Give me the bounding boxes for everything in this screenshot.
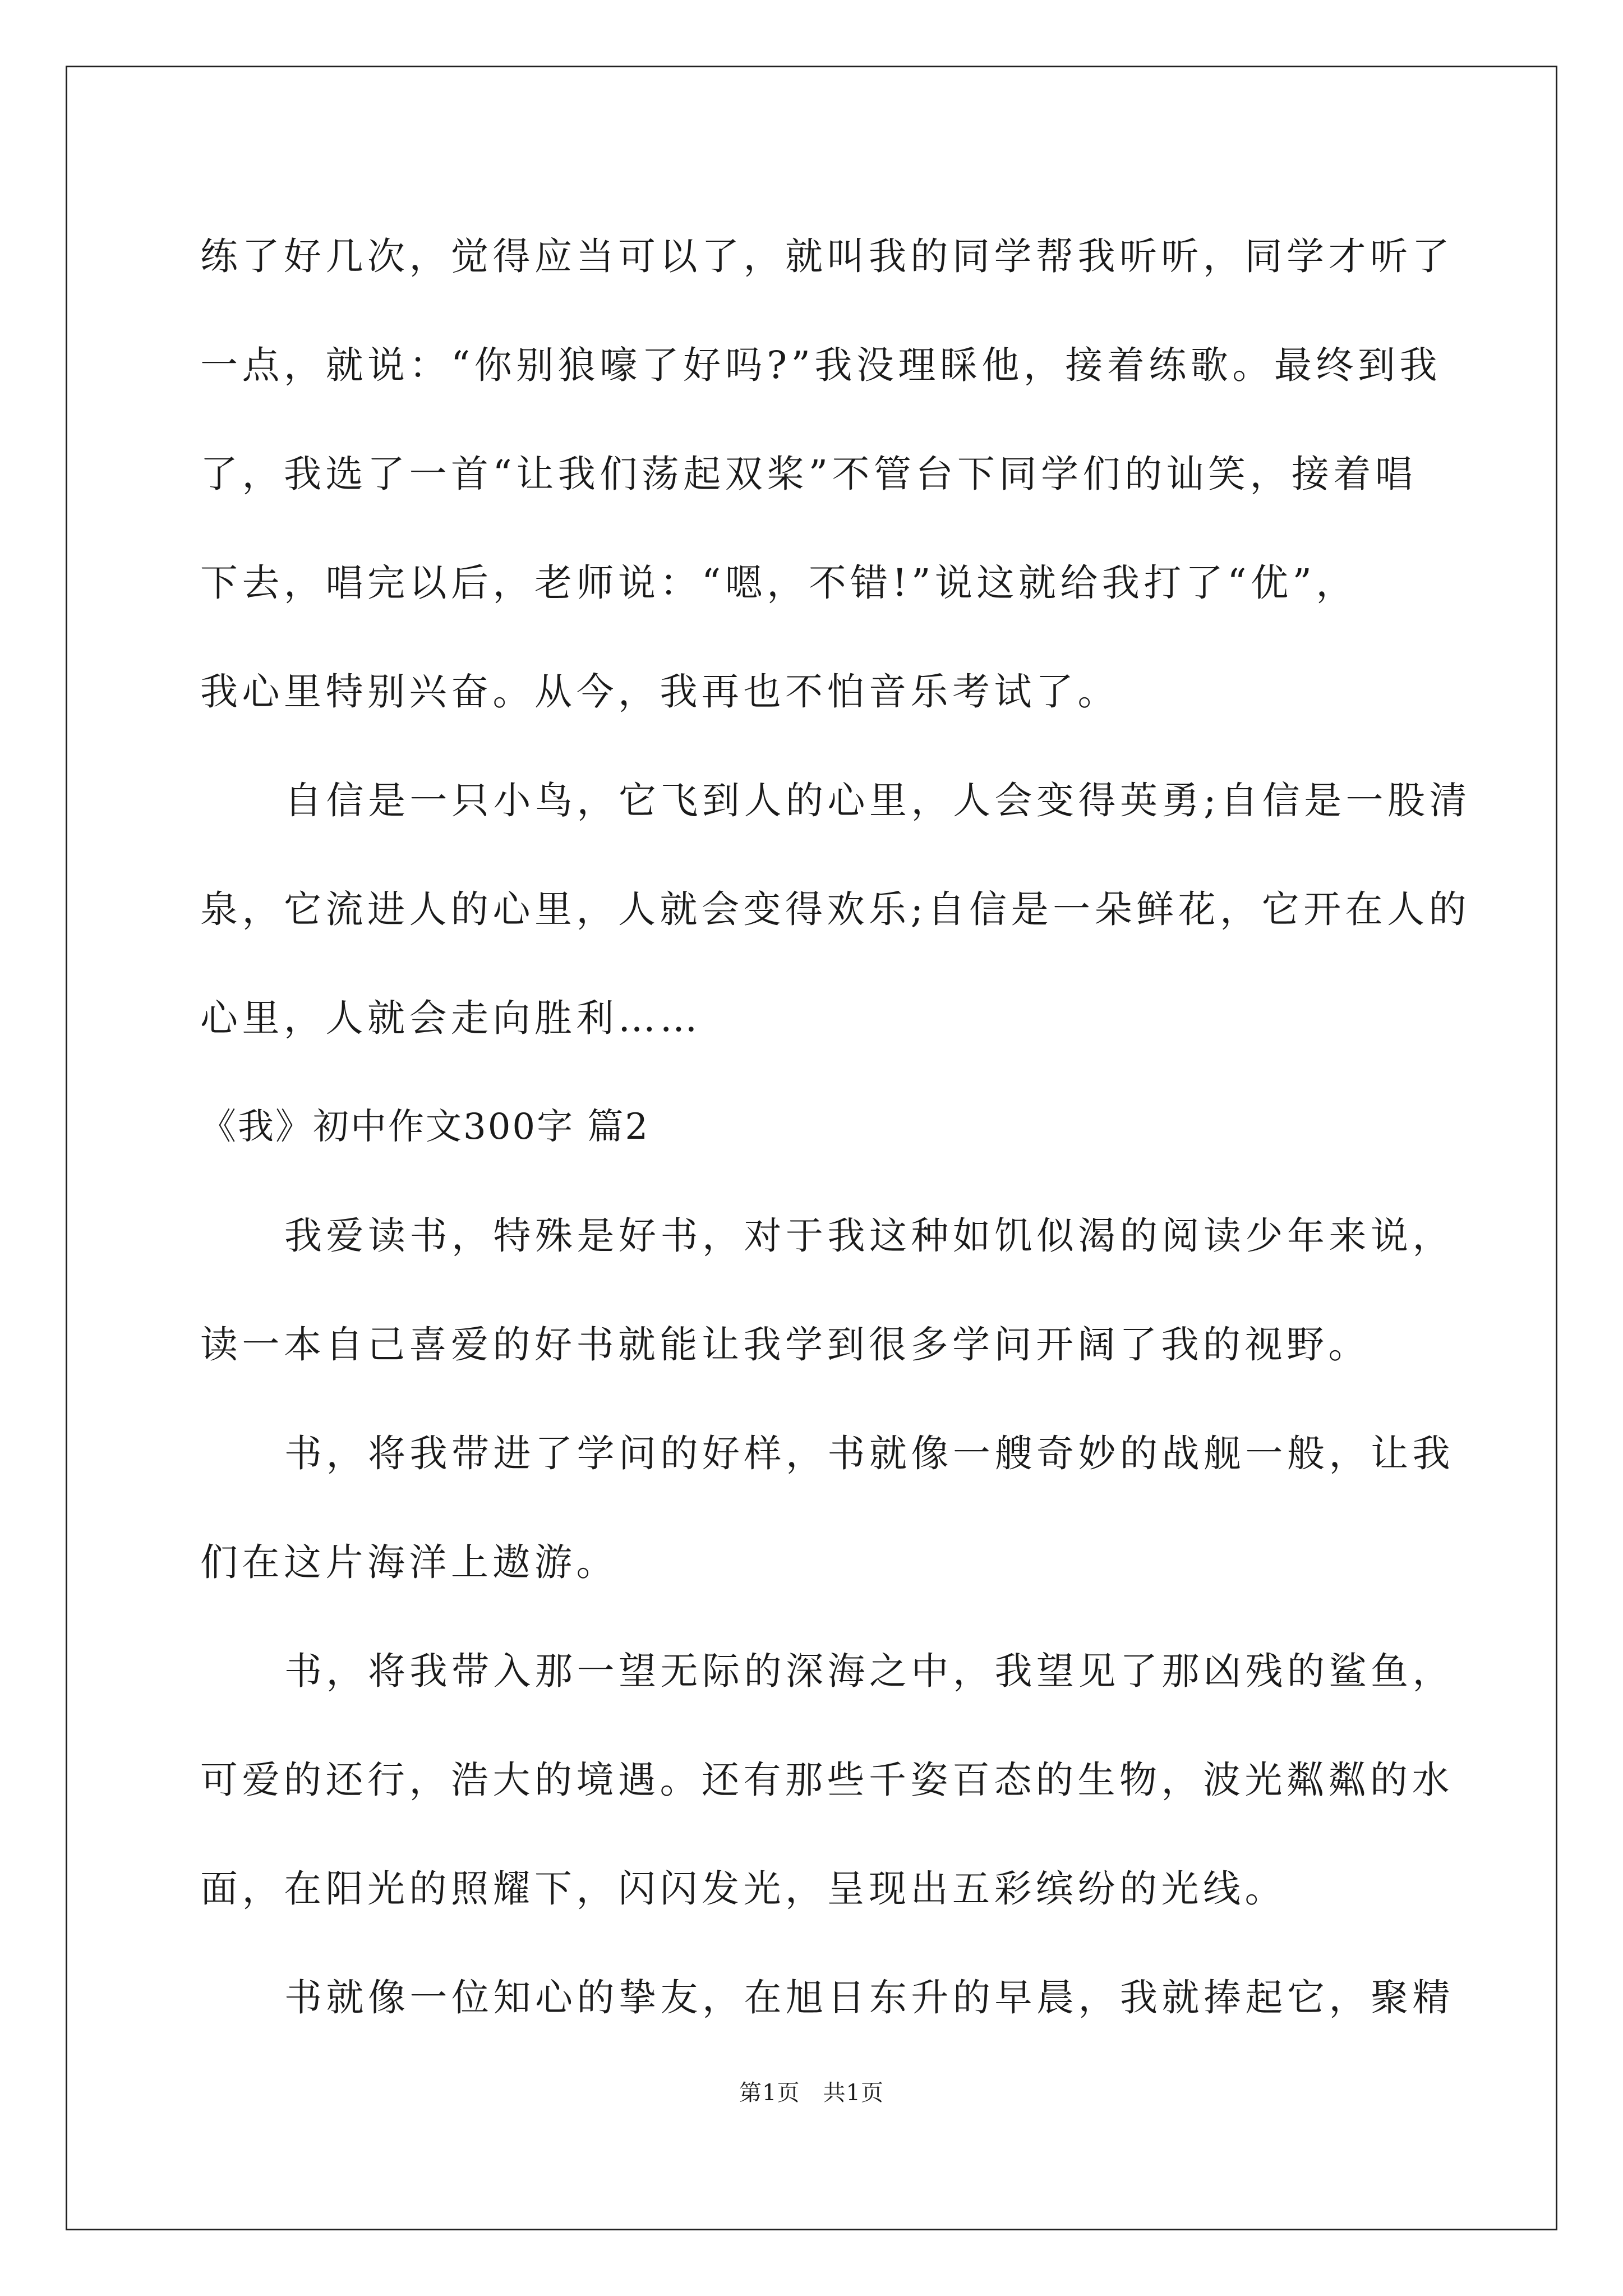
text-line: 们在这片海洋上遨游。 xyxy=(200,1540,618,1584)
text-line: 可爱的还行，浩大的境遇。还有那些千姿百态的生物，波光粼粼的水 xyxy=(200,1758,1454,1802)
document-body xyxy=(200,202,1472,2052)
paragraph-first-line: 书，将我带进了学问的好样，书就像一艘奇妙的战舰一般，让我 xyxy=(284,1432,1454,1475)
paragraph-first-line: 书，将我带入那一望无际的深海之中，我望见了那凶残的鲨鱼， xyxy=(284,1649,1454,1693)
text-line: 读一本自己喜爱的好书就能让我学到很多学问开阔了我的视野。 xyxy=(200,1323,1370,1366)
text-line: 面，在阳光的照耀下，闪闪发光，呈现出五彩缤纷的光线。 xyxy=(200,1867,1287,1911)
text-line: 泉，它流进人的心里，人就会变得欢乐;自信是一朵鲜花，它开在人的 xyxy=(200,887,1471,931)
section-heading: 《我》初中作文300字 篇2 xyxy=(200,1106,650,1148)
text-line: 了，我选了一首“让我们荡起双桨”不管台下同学们的讪笑，接着唱 xyxy=(200,452,1417,496)
text-line: 心里，人就会走向胜利…… xyxy=(200,996,702,1040)
text-line: 练了好几次，觉得应当可以了，就叫我的同学帮我听听，同学才听了 xyxy=(200,234,1454,278)
text-line: 下去，唱完以后，老师说：“嗯，不错!”说这就给我打了“优”， xyxy=(200,561,1358,605)
paragraph-first-line: 我爱读书，特殊是好书，对于我这种如饥似渴的阅读少年来说， xyxy=(284,1214,1454,1258)
text-line: 一点，就说：“你别狼嚎了好吗?”我没理睬他，接着练歌。最终到我 xyxy=(200,343,1441,387)
page-number-footer: 第1页 共1页 xyxy=(739,2080,884,2106)
paragraph-first-line: 书就像一位知心的挚友，在旭日东升的早晨，我就捧起它，聚精 xyxy=(284,1976,1454,2019)
paragraph-first-line: 自信是一只小鸟，它飞到人的心里，人会变得英勇;自信是一股清 xyxy=(284,779,1472,822)
text-line: 我心里特别兴奋。从今，我再也不怕音乐考试了。 xyxy=(200,670,1119,714)
